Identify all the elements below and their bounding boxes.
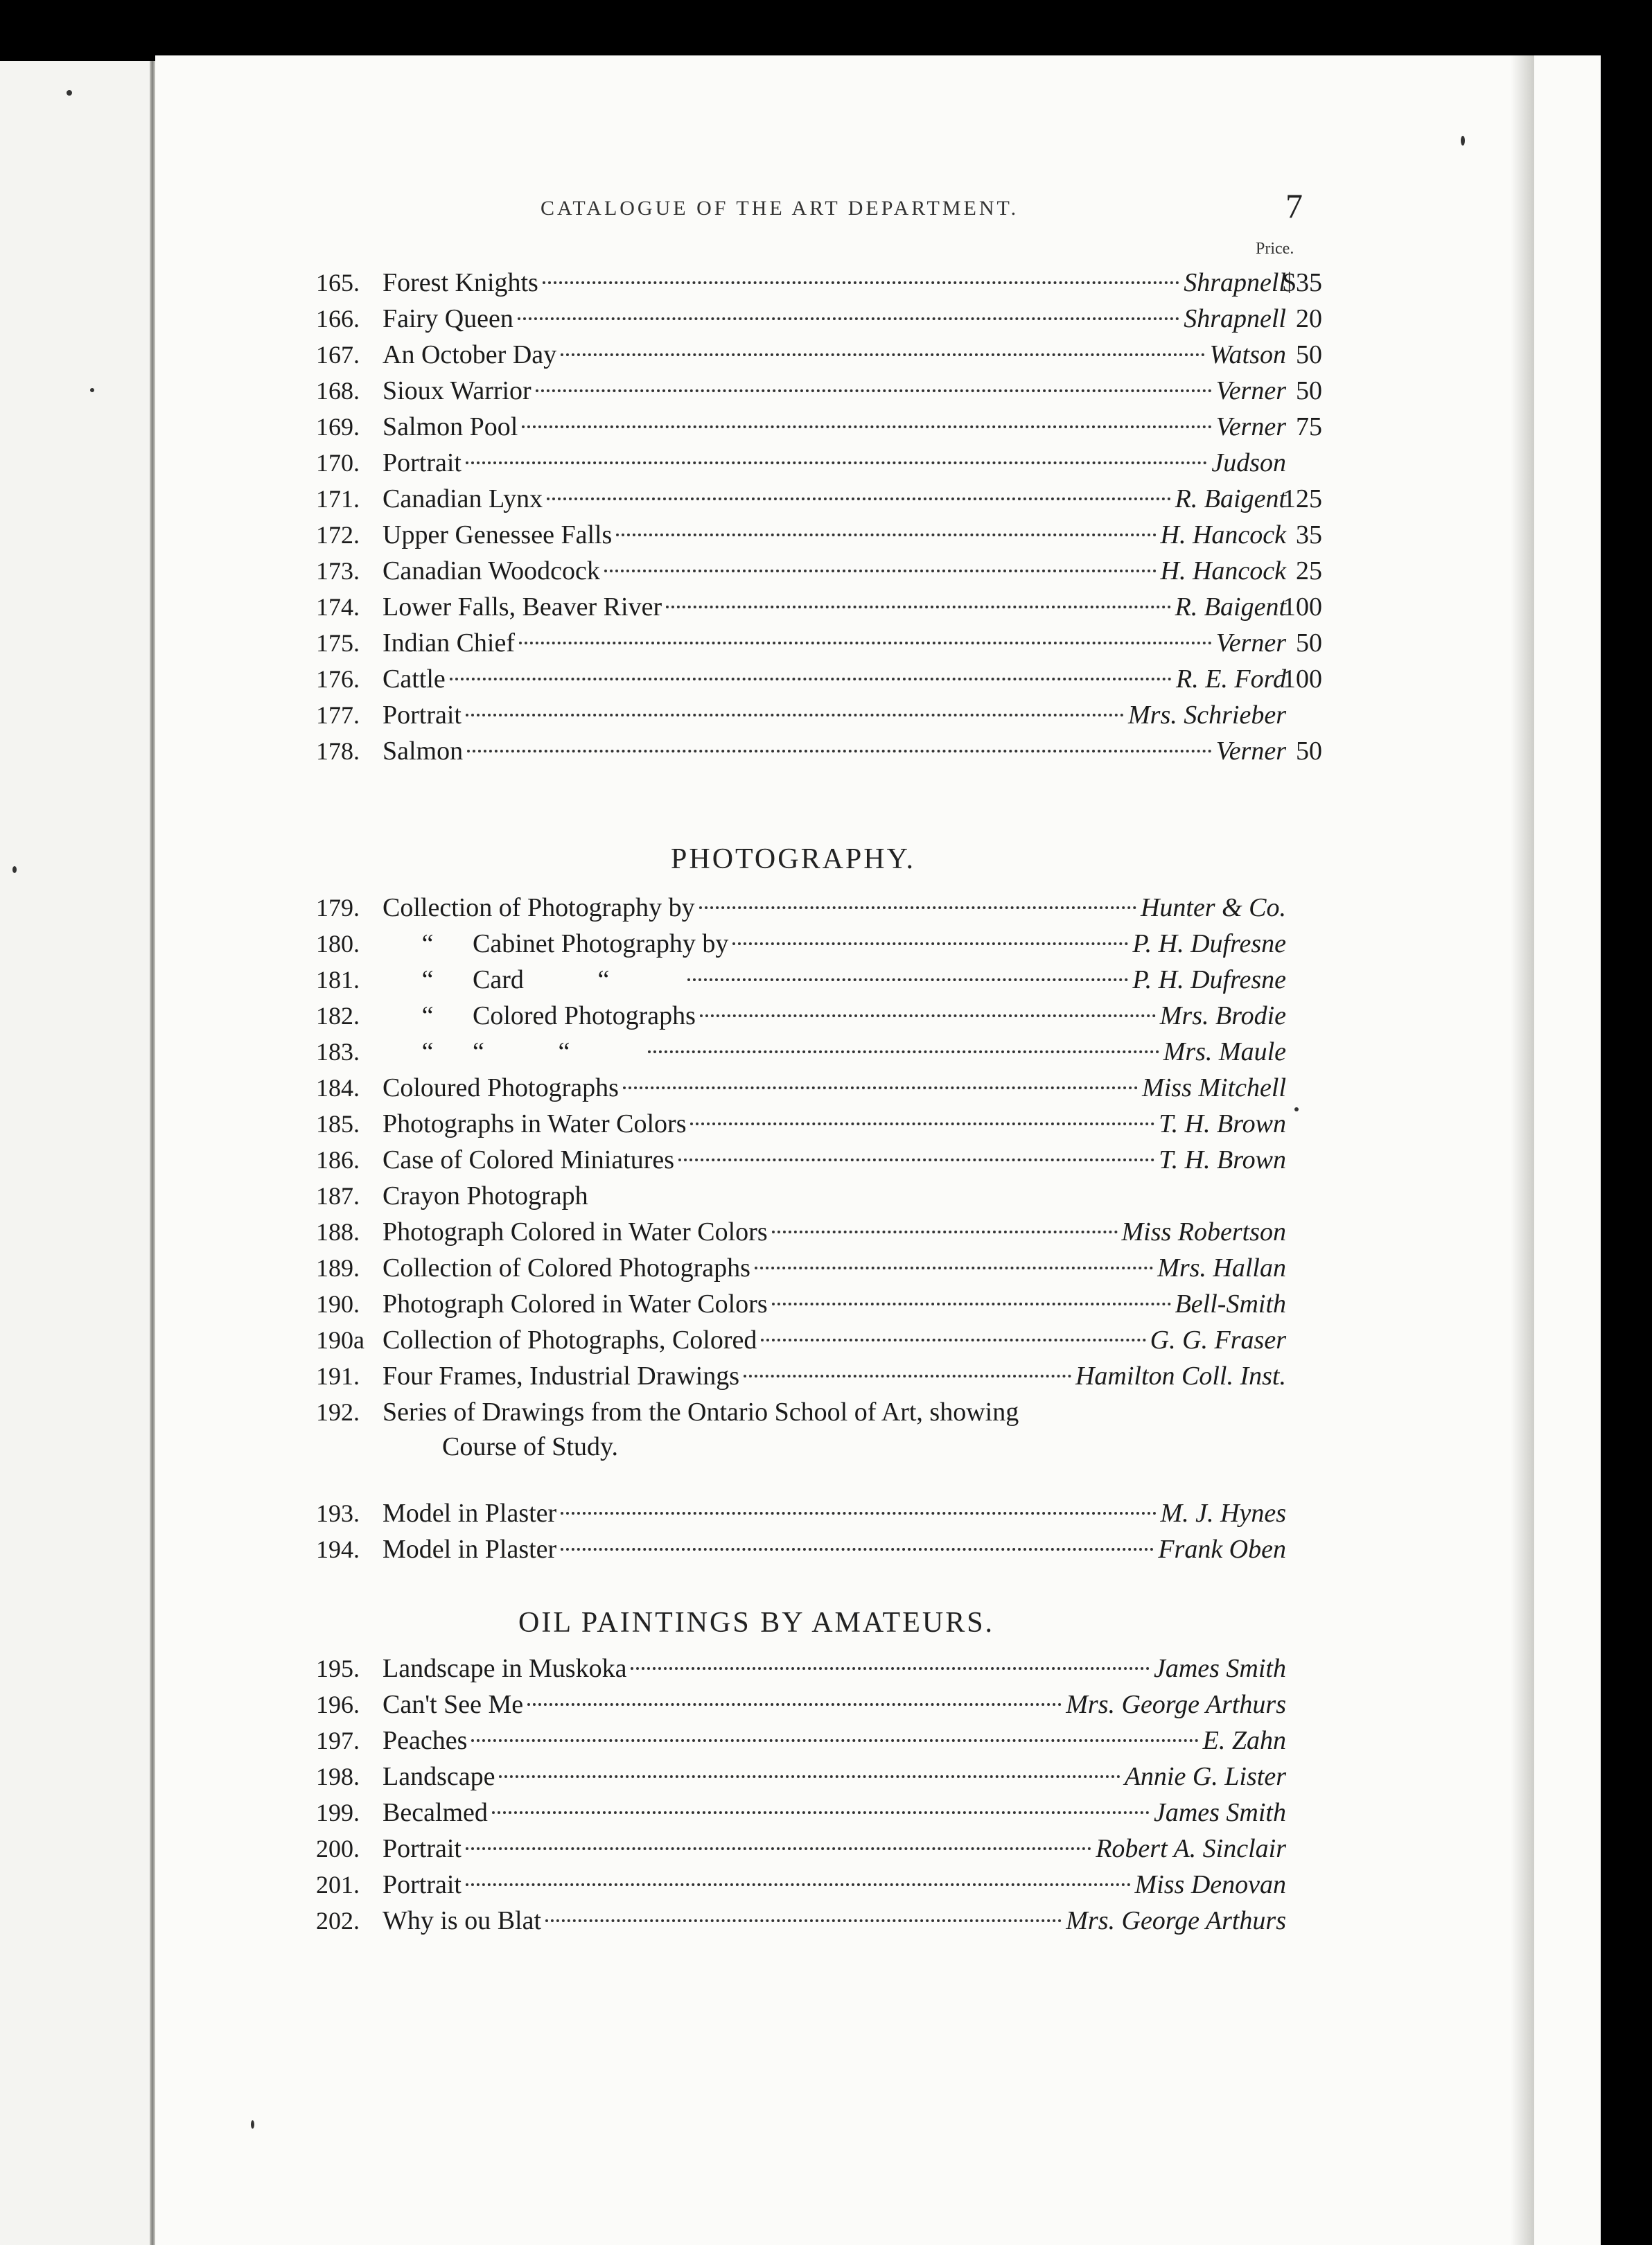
entry-number: 201. [316, 1871, 360, 1899]
scan-speck [12, 866, 17, 873]
dot-leader [700, 1014, 1156, 1017]
entry-artist: Verner [1215, 737, 1286, 766]
entry-price: 20 [1296, 304, 1322, 333]
entry-artist: Annie G. Lister [1124, 1762, 1286, 1791]
entry-price: 50 [1296, 340, 1322, 369]
entry-price: 125 [1283, 484, 1322, 513]
entry-artist: Miss Denovan [1134, 1870, 1286, 1899]
entry-artist: R. E. Ford [1175, 664, 1286, 694]
entry-artist: R. Baigent [1175, 484, 1286, 513]
dot-leader [699, 906, 1136, 909]
entry-number: 182. [316, 1002, 360, 1030]
entry-price: $35 [1283, 268, 1322, 297]
book-gutter [150, 61, 155, 2245]
dot-leader [732, 942, 1128, 945]
dot-leader [545, 1919, 1062, 1922]
entry-artist: Shrapnell [1184, 304, 1286, 333]
entry-price: 35 [1296, 520, 1322, 549]
entry-title: Portrait [383, 448, 462, 477]
catalogue-entry [316, 556, 1322, 593]
dot-leader [519, 642, 1212, 644]
running-head: CATALOGUE OF THE ART DEPARTMENT. [541, 197, 1019, 220]
entry-number: 165. [316, 269, 360, 297]
entry-number: 187. [316, 1182, 360, 1210]
catalogue-entry [316, 1253, 1286, 1290]
entry-number: 171. [316, 485, 360, 513]
entry-number: 174. [316, 593, 360, 621]
entry-artist: Mrs. George Arthurs [1066, 1690, 1286, 1719]
catalogue-entry [316, 340, 1322, 377]
catalogue-entry [316, 664, 1322, 701]
catalogue-entry [316, 1869, 1286, 1907]
entry-artist: E. Zahn [1202, 1726, 1286, 1755]
entry-number: 185. [316, 1110, 360, 1138]
catalogue-entry [316, 736, 1322, 773]
entry-artist: Hunter & Co. [1140, 893, 1286, 922]
entry-number: 183. [316, 1038, 360, 1066]
catalogue-entry [316, 965, 1286, 1002]
page-edge-shadow [1511, 55, 1534, 2245]
entry-number: 178. [316, 737, 360, 765]
dot-leader [616, 534, 1156, 536]
scan-speck [1461, 136, 1465, 146]
dot-leader [450, 678, 1172, 680]
entry-artist: James Smith [1153, 1798, 1286, 1827]
entry-artist: H. Hancock [1160, 520, 1286, 549]
entry-number: 199. [316, 1799, 360, 1826]
entry-number: 188. [316, 1218, 360, 1246]
ditto-mark: “ [421, 929, 434, 958]
scan-speck [1294, 1107, 1299, 1111]
entry-artist: Bell-Smith [1175, 1289, 1286, 1319]
entry-title: Model in Plaster [383, 1499, 557, 1528]
entry-number: 189. [316, 1254, 360, 1282]
entry-number: 173. [316, 557, 360, 585]
catalogue-entry [316, 520, 1322, 557]
entry-price: 100 [1283, 592, 1322, 622]
catalogue-entry [316, 1725, 1286, 1763]
dot-leader [648, 1050, 1159, 1053]
entry-artist: James Smith [1153, 1654, 1286, 1683]
ditto-mark: “ [421, 1037, 434, 1066]
catalogue-entry [316, 1001, 1286, 1038]
entry-artist: Judson [1211, 448, 1286, 477]
catalogue-entry [316, 1397, 1286, 1434]
entry-number: 186. [316, 1146, 360, 1174]
entry-number: 191. [316, 1362, 360, 1390]
dot-leader [561, 1548, 1154, 1551]
catalogue-entry [316, 592, 1322, 629]
entry-number: 190. [316, 1290, 360, 1318]
dot-leader [761, 1339, 1145, 1341]
entry-artist: Verner [1215, 412, 1286, 441]
dot-leader [678, 1159, 1154, 1161]
entry-title: Upper Genessee Falls [383, 520, 613, 549]
catalogue-entry [316, 628, 1322, 665]
entry-artist: Shrapnell [1184, 268, 1286, 297]
dot-leader [547, 498, 1170, 500]
entry-artist: Mrs. Brodie [1159, 1001, 1286, 1030]
entry-number: 168. [316, 377, 360, 405]
entry-artist: P. H. Dufresne [1132, 929, 1286, 958]
entry-number: 166. [316, 305, 360, 333]
entry-number: 200. [316, 1835, 360, 1863]
entry-title: Becalmed [383, 1798, 488, 1827]
scan-speck [251, 2120, 254, 2129]
entry-number: 180. [316, 930, 360, 958]
catalogue-entry [316, 700, 1286, 737]
catalogue-entry [316, 412, 1322, 449]
entry-title: Model in Plaster [383, 1535, 557, 1564]
dot-leader [471, 1739, 1198, 1742]
dot-leader [561, 1512, 1156, 1515]
entry-title: Lower Falls, Beaver River [383, 592, 662, 622]
entry-number: 194. [316, 1535, 360, 1563]
dot-leader [744, 1375, 1071, 1377]
entry-title: Photograph Colored in Water Colors [383, 1217, 768, 1247]
entry-title: Collection of Colored Photographs [383, 1253, 750, 1283]
catalogue-entry [316, 1361, 1286, 1398]
catalogue-entry [316, 1498, 1286, 1535]
catalogue-entry [316, 484, 1322, 521]
entry-title: Series of Drawings from the Ontario School of Art, showing [383, 1398, 1019, 1427]
entry-title: Canadian Woodcock [383, 556, 600, 586]
dot-leader [623, 1086, 1138, 1089]
entry-artist: Verner [1215, 376, 1286, 405]
entry-artist: Mrs. Hallan [1157, 1253, 1286, 1283]
catalogue-entry [316, 1761, 1286, 1799]
catalogue-entry [316, 1109, 1286, 1146]
entry-number: 179. [316, 894, 360, 922]
catalogue-entry [316, 1797, 1286, 1835]
entry-number: 198. [316, 1763, 360, 1790]
price-column-heading: Price. [1256, 240, 1294, 258]
dot-leader [466, 714, 1124, 716]
dot-leader [690, 1122, 1154, 1125]
dot-leader [604, 570, 1157, 572]
entry-artist: H. Hancock [1160, 556, 1286, 586]
entry-artist: G. G. Fraser [1150, 1326, 1286, 1355]
entry-number: 197. [316, 1727, 360, 1754]
entry-artist: T. H. Brown [1159, 1109, 1286, 1138]
entry-title: Photographs in Water Colors [383, 1109, 687, 1138]
entry-title: Card [473, 965, 524, 994]
entry-artist: T. H. Brown [1159, 1145, 1286, 1174]
entry-title: Cabinet Photography by [473, 929, 729, 958]
entry-title: Sioux Warrior [383, 376, 531, 405]
entry-artist: Robert A. Sinclair [1096, 1834, 1286, 1863]
entry-title: Salmon Pool [383, 412, 518, 441]
dot-leader [518, 317, 1179, 320]
entry-title: Landscape in Muskoka [383, 1654, 627, 1683]
entry-number: 192. [316, 1398, 360, 1426]
facing-page-edge [0, 61, 154, 2245]
scan-speck [90, 388, 94, 392]
entry-title: Crayon Photograph [383, 1181, 588, 1210]
entry-title: Photograph Colored in Water Colors [383, 1289, 768, 1319]
dot-leader [499, 1775, 1120, 1778]
entry-artist: Mrs. Maule [1163, 1037, 1286, 1066]
entry-price: 75 [1296, 412, 1322, 441]
entry-artist: Verner [1215, 628, 1286, 658]
dot-leader [467, 750, 1212, 752]
entry-artist: Miss Robertson [1121, 1217, 1286, 1247]
dot-leader [527, 1703, 1062, 1706]
catalogue-entry [316, 928, 1286, 966]
entry-artist: Frank Oben [1158, 1535, 1286, 1564]
entry-number: 172. [316, 521, 360, 549]
entry-title: Cattle [383, 664, 446, 694]
entry-continuation: Course of Study. [442, 1432, 619, 1461]
entry-title: Colored Photographs [473, 1001, 696, 1030]
entry-title: Landscape [383, 1762, 495, 1791]
entry-price: 50 [1296, 737, 1322, 766]
entry-artist: R. Baigent [1175, 592, 1286, 622]
ditto-mark: “ [558, 1037, 570, 1066]
dot-leader [466, 1847, 1091, 1850]
catalogue-entry [316, 1653, 1286, 1691]
scan-speck [67, 90, 72, 96]
entry-title: Collection of Photography by [383, 893, 695, 922]
catalogue-entry [316, 1689, 1286, 1727]
ditto-mark: “ [421, 1001, 434, 1030]
dot-leader [522, 425, 1211, 428]
catalogue-entry [316, 1181, 1286, 1218]
entry-number: 195. [316, 1655, 360, 1682]
entry-number: 169. [316, 413, 360, 441]
entry-number: 190a [316, 1326, 364, 1354]
dot-leader [772, 1303, 1171, 1305]
entry-artist: Mrs. George Arthurs [1066, 1906, 1286, 1935]
entry-title: Peaches [383, 1726, 468, 1755]
entry-number: 167. [316, 341, 360, 369]
entry-artist: Miss Mitchell [1142, 1073, 1286, 1102]
entry-number: 175. [316, 629, 360, 657]
catalogue-entry [316, 1145, 1286, 1182]
entry-title: Four Frames, Industrial Drawings [383, 1362, 740, 1391]
entry-title: Salmon [383, 737, 464, 766]
entry-title: Can't See Me [383, 1690, 524, 1719]
dot-leader [543, 281, 1179, 284]
entry-artist: Mrs. Schrieber [1128, 701, 1286, 730]
ditto-mark: “ [597, 965, 610, 994]
entry-number: 184. [316, 1074, 360, 1102]
entry-title: Case of Colored Miniatures [383, 1145, 675, 1174]
dot-leader [772, 1231, 1118, 1233]
dot-leader [466, 461, 1207, 464]
entry-title: Collection of Photographs, Colored [383, 1326, 757, 1355]
catalogue-entry [316, 892, 1286, 930]
dot-leader [536, 389, 1212, 392]
section-title-photography: PHOTOGRAPHY. [671, 843, 916, 875]
entry-artist: Hamilton Coll. Inst. [1075, 1362, 1286, 1391]
entry-title: Forest Knights [383, 268, 538, 297]
entry-number: 170. [316, 449, 360, 477]
entry-artist: M. J. Hynes [1160, 1499, 1286, 1528]
entry-title: An October Day [383, 340, 557, 369]
entry-title: Portrait [383, 1870, 462, 1899]
dot-leader [631, 1667, 1150, 1670]
entry-artist: Watson [1209, 340, 1286, 369]
entry-price: 100 [1283, 664, 1322, 694]
ditto-mark: “ [421, 965, 434, 994]
catalogue-entry [316, 303, 1322, 341]
catalogue-entry [316, 267, 1322, 305]
catalogue-entry [316, 1905, 1286, 1943]
entry-title: Why is ou Blat [383, 1906, 542, 1935]
entry-price: 50 [1296, 376, 1322, 405]
catalogue-entry [316, 1217, 1286, 1254]
entry-title: Portrait [383, 701, 462, 730]
entry-title: Coloured Photographs [383, 1073, 619, 1102]
section-title-amateur-oil-paintings: OIL PAINTINGS BY AMATEURS. [518, 1607, 995, 1639]
entry-number: 196. [316, 1691, 360, 1718]
entry-number: 202. [316, 1907, 360, 1935]
entry-title: “ [473, 1037, 484, 1066]
entry-title: Canadian Lynx [383, 484, 543, 513]
dot-leader [466, 1883, 1131, 1886]
dot-leader [755, 1267, 1153, 1269]
catalogue-entry [316, 1289, 1286, 1326]
dot-leader [561, 353, 1205, 356]
catalogue-entry [316, 1833, 1286, 1871]
entry-price: 50 [1296, 628, 1322, 658]
catalogue-entry [316, 1073, 1286, 1110]
entry-title: Indian Chief [383, 628, 516, 658]
dot-leader [666, 606, 1170, 608]
dot-leader [492, 1811, 1150, 1814]
entry-title: Fairy Queen [383, 304, 513, 333]
catalogue-entry [316, 376, 1322, 413]
catalogue-entry [316, 1325, 1286, 1362]
catalogue-entry [316, 1534, 1286, 1572]
entry-artist: P. H. Dufresne [1132, 965, 1286, 994]
catalogue-entry [316, 448, 1286, 485]
entry-title: Portrait [383, 1834, 462, 1863]
entry-price: 25 [1296, 556, 1322, 586]
entry-number: 181. [316, 966, 360, 994]
page-number: 7 [1285, 186, 1303, 225]
catalogue-entry [316, 1037, 1286, 1074]
dot-leader [687, 978, 1128, 981]
entry-number: 193. [316, 1499, 360, 1527]
entry-number: 177. [316, 701, 360, 729]
entry-number: 176. [316, 665, 360, 693]
